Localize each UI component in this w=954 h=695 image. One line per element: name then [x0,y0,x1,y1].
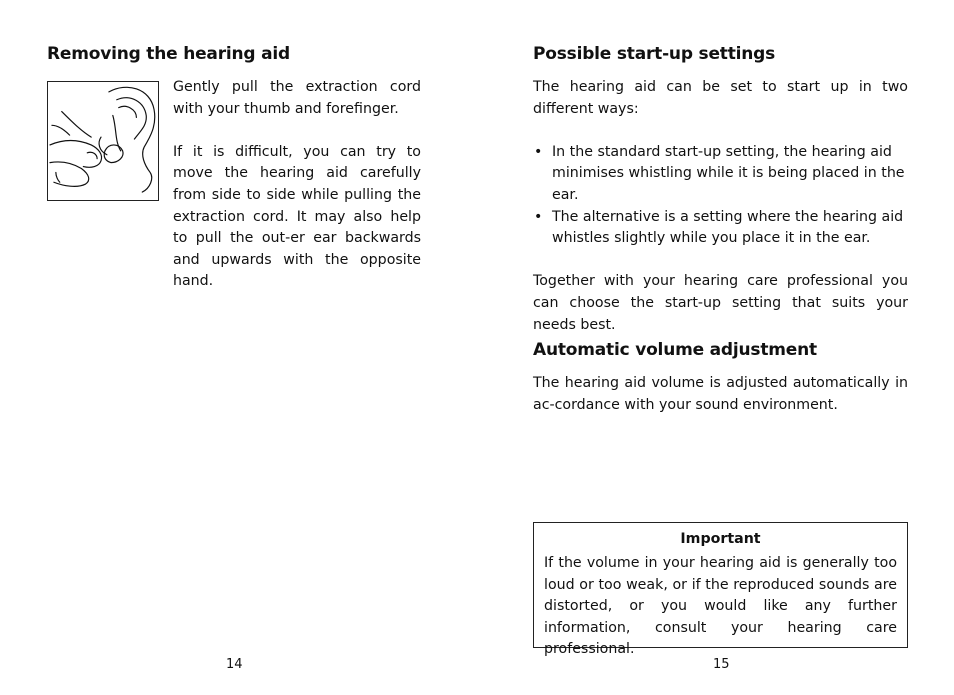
bullet-icon: • [534,143,543,160]
important-title: Important [680,531,761,547]
startup-closing: Together with your hearing care professional you can choose the start-up setting that suits your needs best. [533,273,908,333]
volume-text-block [533,373,908,416]
volume-text: The hearing aid volume is adjusted automatically in ac-cordance with your sound environment. [533,375,908,413]
section-heading-volume: Automatic volume adjustment [533,340,817,360]
page-number-left: 14 [226,657,243,672]
removal-illustration [47,81,159,201]
list-item [533,142,908,207]
startup-intro: The hearing aid can be set to start up in two different ways: [533,79,908,117]
important-box [533,522,908,658]
right-page [477,0,954,695]
bullet-icon: • [534,208,543,225]
ear-hand-icon [48,82,158,200]
bullet-text-alternative: The alternative is a setting where the hearing aid whistles slightly while you place it in the ear. [552,208,904,247]
section-heading-startup: Possible start-up settings [533,44,776,64]
section-heading-removing: Removing the hearing aid [47,44,290,64]
paragraph-if-difficult: If it is difficult, you can try to move the hearing aid carefully from side to side while pulling the extraction cord. It may also help to pull the out-er ear backwards and upwards with the opposite hand. [173,143,421,290]
removing-text [173,77,421,293]
paragraph-pull-cord: Gently pull the extraction cord with your thumb and forefinger. [173,79,421,117]
startup-text [533,77,908,336]
important-text: If the volume in your hearing aid is generally too loud or too weak, or if the reproduced sounds are distorted, or you would like any further information, consult your hearing care professional. [544,555,897,658]
list-item [533,207,908,250]
page-number-right: 15 [713,657,730,672]
startup-options-list [533,142,908,250]
bullet-text-standard: In the standard start-up setting, the hearing aid minimises whistling while it is being placed in the ear. [552,143,905,203]
